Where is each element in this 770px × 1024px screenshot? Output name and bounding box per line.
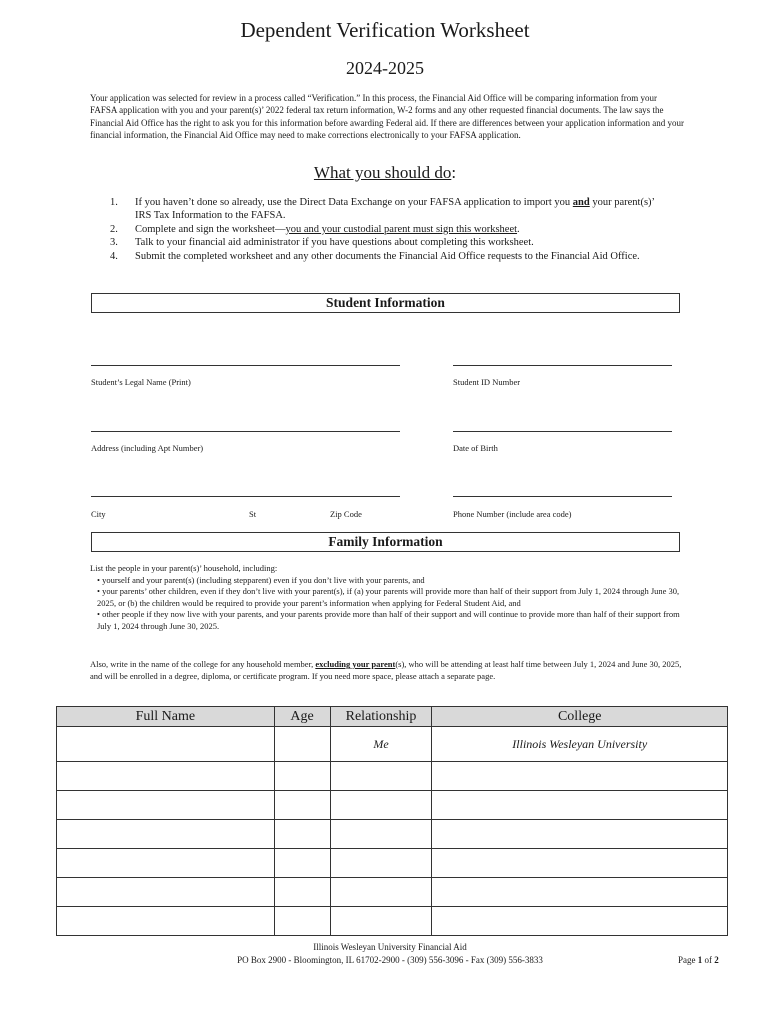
household-bullet: • your parents’ other children, even if they don’t live with your parent(s), if (a) your parents will provide more than half of their support from July 1, 2024 through June 30, 2025, or (b) the children would be required to provide your parent’s information when applying for Federal Student Aid, and xyxy=(97,586,680,608)
footer-office-name: Illinois Wesleyan University Financial Aid xyxy=(313,942,467,952)
age-cell[interactable] xyxy=(274,762,330,791)
age-cell[interactable] xyxy=(274,791,330,820)
full-name-cell[interactable] xyxy=(57,791,275,820)
step-number: 4. xyxy=(110,250,118,262)
household-bullet: • other people if they now live with your parents, and your parents provide more than half of their support and will continue to provide more than half of their support from July 1, 2024 through June 30, 2025. xyxy=(97,609,680,631)
relationship-cell[interactable] xyxy=(330,820,432,849)
what-heading-colon: : xyxy=(451,163,457,182)
what-you-should-do-heading xyxy=(0,163,770,183)
student-id-label: Student ID Number xyxy=(453,377,521,387)
age-cell[interactable] xyxy=(274,820,330,849)
city-state-zip-line[interactable] xyxy=(91,496,400,497)
age-cell[interactable] xyxy=(274,878,330,907)
step-4 xyxy=(110,250,670,263)
legal-name-line[interactable] xyxy=(91,365,400,366)
college-cell[interactable] xyxy=(432,791,728,820)
step-number: 2. xyxy=(110,223,118,235)
age-cell[interactable] xyxy=(274,727,330,762)
col-age: Age xyxy=(274,707,330,727)
table-header-row xyxy=(57,707,728,727)
table-row xyxy=(57,762,728,791)
step-number: 1. xyxy=(110,197,118,208)
college-cell[interactable]: Illinois Wesleyan University xyxy=(432,727,728,762)
age-cell[interactable] xyxy=(274,849,330,878)
dob-label: Date of Birth xyxy=(453,443,498,453)
step-1 xyxy=(110,196,670,223)
dob-line[interactable] xyxy=(453,431,672,432)
state-label: St xyxy=(249,509,257,519)
household-table xyxy=(56,706,728,936)
step-text: . xyxy=(517,223,520,235)
phone-line[interactable] xyxy=(453,496,672,497)
college-instructions-emphasis: excluding your parent xyxy=(315,659,396,669)
step-text: Talk to your financial aid administrator if you have questions about completing this worksheet. xyxy=(135,237,534,249)
age-cell[interactable] xyxy=(274,907,330,936)
step-2 xyxy=(110,223,670,236)
full-name-cell[interactable] xyxy=(57,820,275,849)
table-row xyxy=(57,820,728,849)
college-cell[interactable] xyxy=(432,820,728,849)
step-text: Submit the completed worksheet and any other documents the Financial Aid Office requests to the Financial Aid Office. xyxy=(135,250,640,262)
family-information-heading: Family Information xyxy=(91,532,680,552)
relationship-cell[interactable] xyxy=(330,791,432,820)
college-instructions xyxy=(90,659,685,682)
address-label: Address (including Apt Number) xyxy=(91,443,204,453)
step-3 xyxy=(110,236,670,249)
page-number xyxy=(678,955,719,965)
page-of: of xyxy=(702,955,715,965)
student-id-line[interactable] xyxy=(453,365,672,366)
step-emphasis: and xyxy=(572,197,590,208)
table-row xyxy=(57,727,728,762)
legal-name-label: Student’s Legal Name (Print) xyxy=(91,377,191,387)
step-text: your parent(s)’ IRS Tax Information to the FAFSA. xyxy=(135,197,655,222)
college-instructions-text: Also, write in the name of the college for any household member, xyxy=(90,659,316,669)
step-text: Complete and sign the worksheet— xyxy=(135,223,286,235)
table-row xyxy=(57,791,728,820)
household-intro: List the people in your parent(s)’ household, including: xyxy=(90,563,278,573)
relationship-cell[interactable] xyxy=(330,762,432,791)
page-current: 1 xyxy=(697,955,703,965)
col-relationship: Relationship xyxy=(330,707,432,727)
col-college: College xyxy=(432,707,728,727)
col-full-name: Full Name xyxy=(57,707,275,727)
household-bullet: • yourself and your parent(s) (including stepparent) even if you don’t live with your parents, and xyxy=(97,574,425,585)
step-text: If you haven’t done so already, use the Direct Data Exchange on your FAFSA application to import you xyxy=(135,197,573,208)
full-name-cell[interactable] xyxy=(57,727,275,762)
city-label: City xyxy=(91,509,106,519)
college-cell[interactable] xyxy=(432,907,728,936)
address-line[interactable] xyxy=(91,431,400,432)
full-name-cell[interactable] xyxy=(57,762,275,791)
what-heading-text: What you should do xyxy=(313,163,452,182)
intro-paragraph: Your application was selected for review in a process called “Verification.” In this process, the Financial Aid Office will be comparing information from your FAFSA application with you and your parent(s)’ 2022 federal tax return information, W-2 forms and any other requested financial documents. The law says the Financial Aid Office has the right to ask you for this information before awarding Federal aid. If there are differences between your application information and your financial information, the Financial Aid Office may need to make corrections electronically to your FAFSA application. xyxy=(90,93,684,140)
student-information-heading: Student Information xyxy=(91,293,680,313)
instruction-steps xyxy=(110,196,670,263)
full-name-cell[interactable] xyxy=(57,878,275,907)
college-instructions-text: (s), who will be attending at least half time between July 1, 2024 and June 30, 2025, and will be enrolled in a degree, diploma, or certificate program. If you need more space, please attach a separate page. xyxy=(90,659,682,681)
table-row xyxy=(57,849,728,878)
full-name-cell[interactable] xyxy=(57,849,275,878)
college-cell[interactable] xyxy=(432,762,728,791)
page-total: 2 xyxy=(714,955,719,965)
relationship-cell[interactable] xyxy=(330,878,432,907)
relationship-cell[interactable] xyxy=(330,907,432,936)
table-row xyxy=(57,878,728,907)
footer-contact-info: PO Box 2900 - Bloomington, IL 61702-2900 - (309) 556-3096 - Fax (309) 556-3833 xyxy=(237,955,543,965)
award-year: 2024-2025 xyxy=(346,58,424,78)
document-title: Dependent Verification Worksheet xyxy=(240,18,530,42)
step-number: 3. xyxy=(110,237,118,249)
zip-label: Zip Code xyxy=(330,509,362,519)
page-prefix: Page xyxy=(678,955,698,965)
full-name-cell[interactable] xyxy=(57,907,275,936)
table-row xyxy=(57,907,728,936)
phone-label: Phone Number (include area code) xyxy=(453,509,572,519)
relationship-cell[interactable]: Me xyxy=(330,727,432,762)
college-cell[interactable] xyxy=(432,849,728,878)
relationship-cell[interactable] xyxy=(330,849,432,878)
step-underlined: you and your custodial parent must sign this worksheet xyxy=(285,223,518,235)
college-cell[interactable] xyxy=(432,878,728,907)
household-instructions xyxy=(90,563,685,633)
